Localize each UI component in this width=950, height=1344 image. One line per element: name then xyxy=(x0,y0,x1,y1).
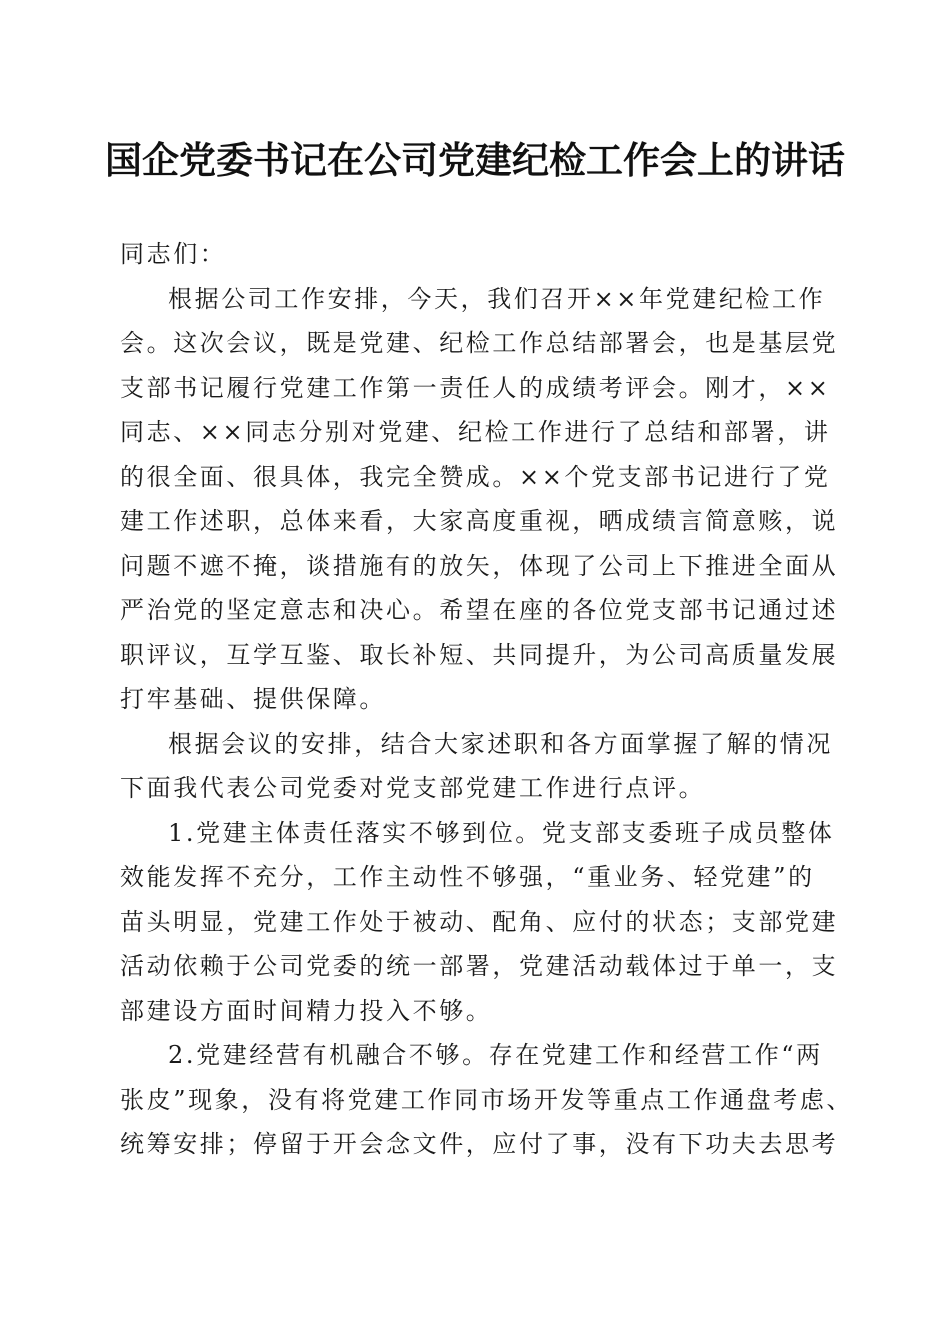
text-line: 下面我代表公司党委对党支部党建工作进行点评。 xyxy=(120,774,706,802)
text-line: 同志、××同志分别对党建、纪检工作进行了总结和部署，讲 xyxy=(120,418,831,446)
text-line: 支部书记履行党建工作第一责任人的成绩考评会。刚才，×× xyxy=(120,373,831,402)
text-line: 同志们： xyxy=(120,240,227,268)
text-line: 根据会议的安排，结合大家述职和各方面掌握了解的情况 xyxy=(168,729,833,758)
document-title: 国企党委书记在公司党建纪检工作会上的讲话 xyxy=(105,138,845,182)
text-line: 建工作述职，总体来看，大家高度重视，晒成绩言简意赅，说 xyxy=(120,507,839,535)
text-line: 职评议，互学互鉴、取长补短、共同提升，为公司高质量发展 xyxy=(120,640,839,669)
text-line: 苗头明显，党建工作处于被动、配角、应付的状态；支部党建 xyxy=(120,907,839,936)
text-line: 1.党建主体责任落实不够到位。党支部支委班子成员整体 xyxy=(168,818,835,847)
text-line: 统筹安排；停留于开会念文件，应付了事，没有下功夫去思考 xyxy=(120,1130,839,1158)
text-line: 张皮”现象，没有将党建工作同市场开发等重点工作通盘考虑、 xyxy=(120,1085,854,1114)
text-line: 的很全面、很具体，我完全赞成。××个党支部书记进行了党 xyxy=(120,462,831,491)
text-line: 效能发挥不充分，工作主动性不够强，“重业务、轻党建”的 xyxy=(120,863,815,891)
text-line: 问题不遮不掩，谈措施有的放矢，体现了公司上下推进全面从 xyxy=(120,551,839,580)
text-line: 严治党的坚定意志和决心。希望在座的各位党支部书记通过述 xyxy=(120,596,839,624)
text-line: 2.党建经营有机融合不够。存在党建工作和经营工作“两 xyxy=(168,1041,823,1069)
text-line: 根据公司工作安排，今天，我们召开××年党建纪检工作 xyxy=(168,284,826,313)
text-line: 会。这次会议，既是党建、纪检工作总结部署会，也是基层党 xyxy=(120,329,839,357)
text-line: 打牢基础、提供保障。 xyxy=(120,685,386,713)
text-line: 部建设方面时间精力投入不够。 xyxy=(120,996,493,1025)
document-body xyxy=(120,232,854,1167)
text-line: 活动依赖于公司党委的统一部署，党建活动载体过于单一，支 xyxy=(120,952,839,980)
